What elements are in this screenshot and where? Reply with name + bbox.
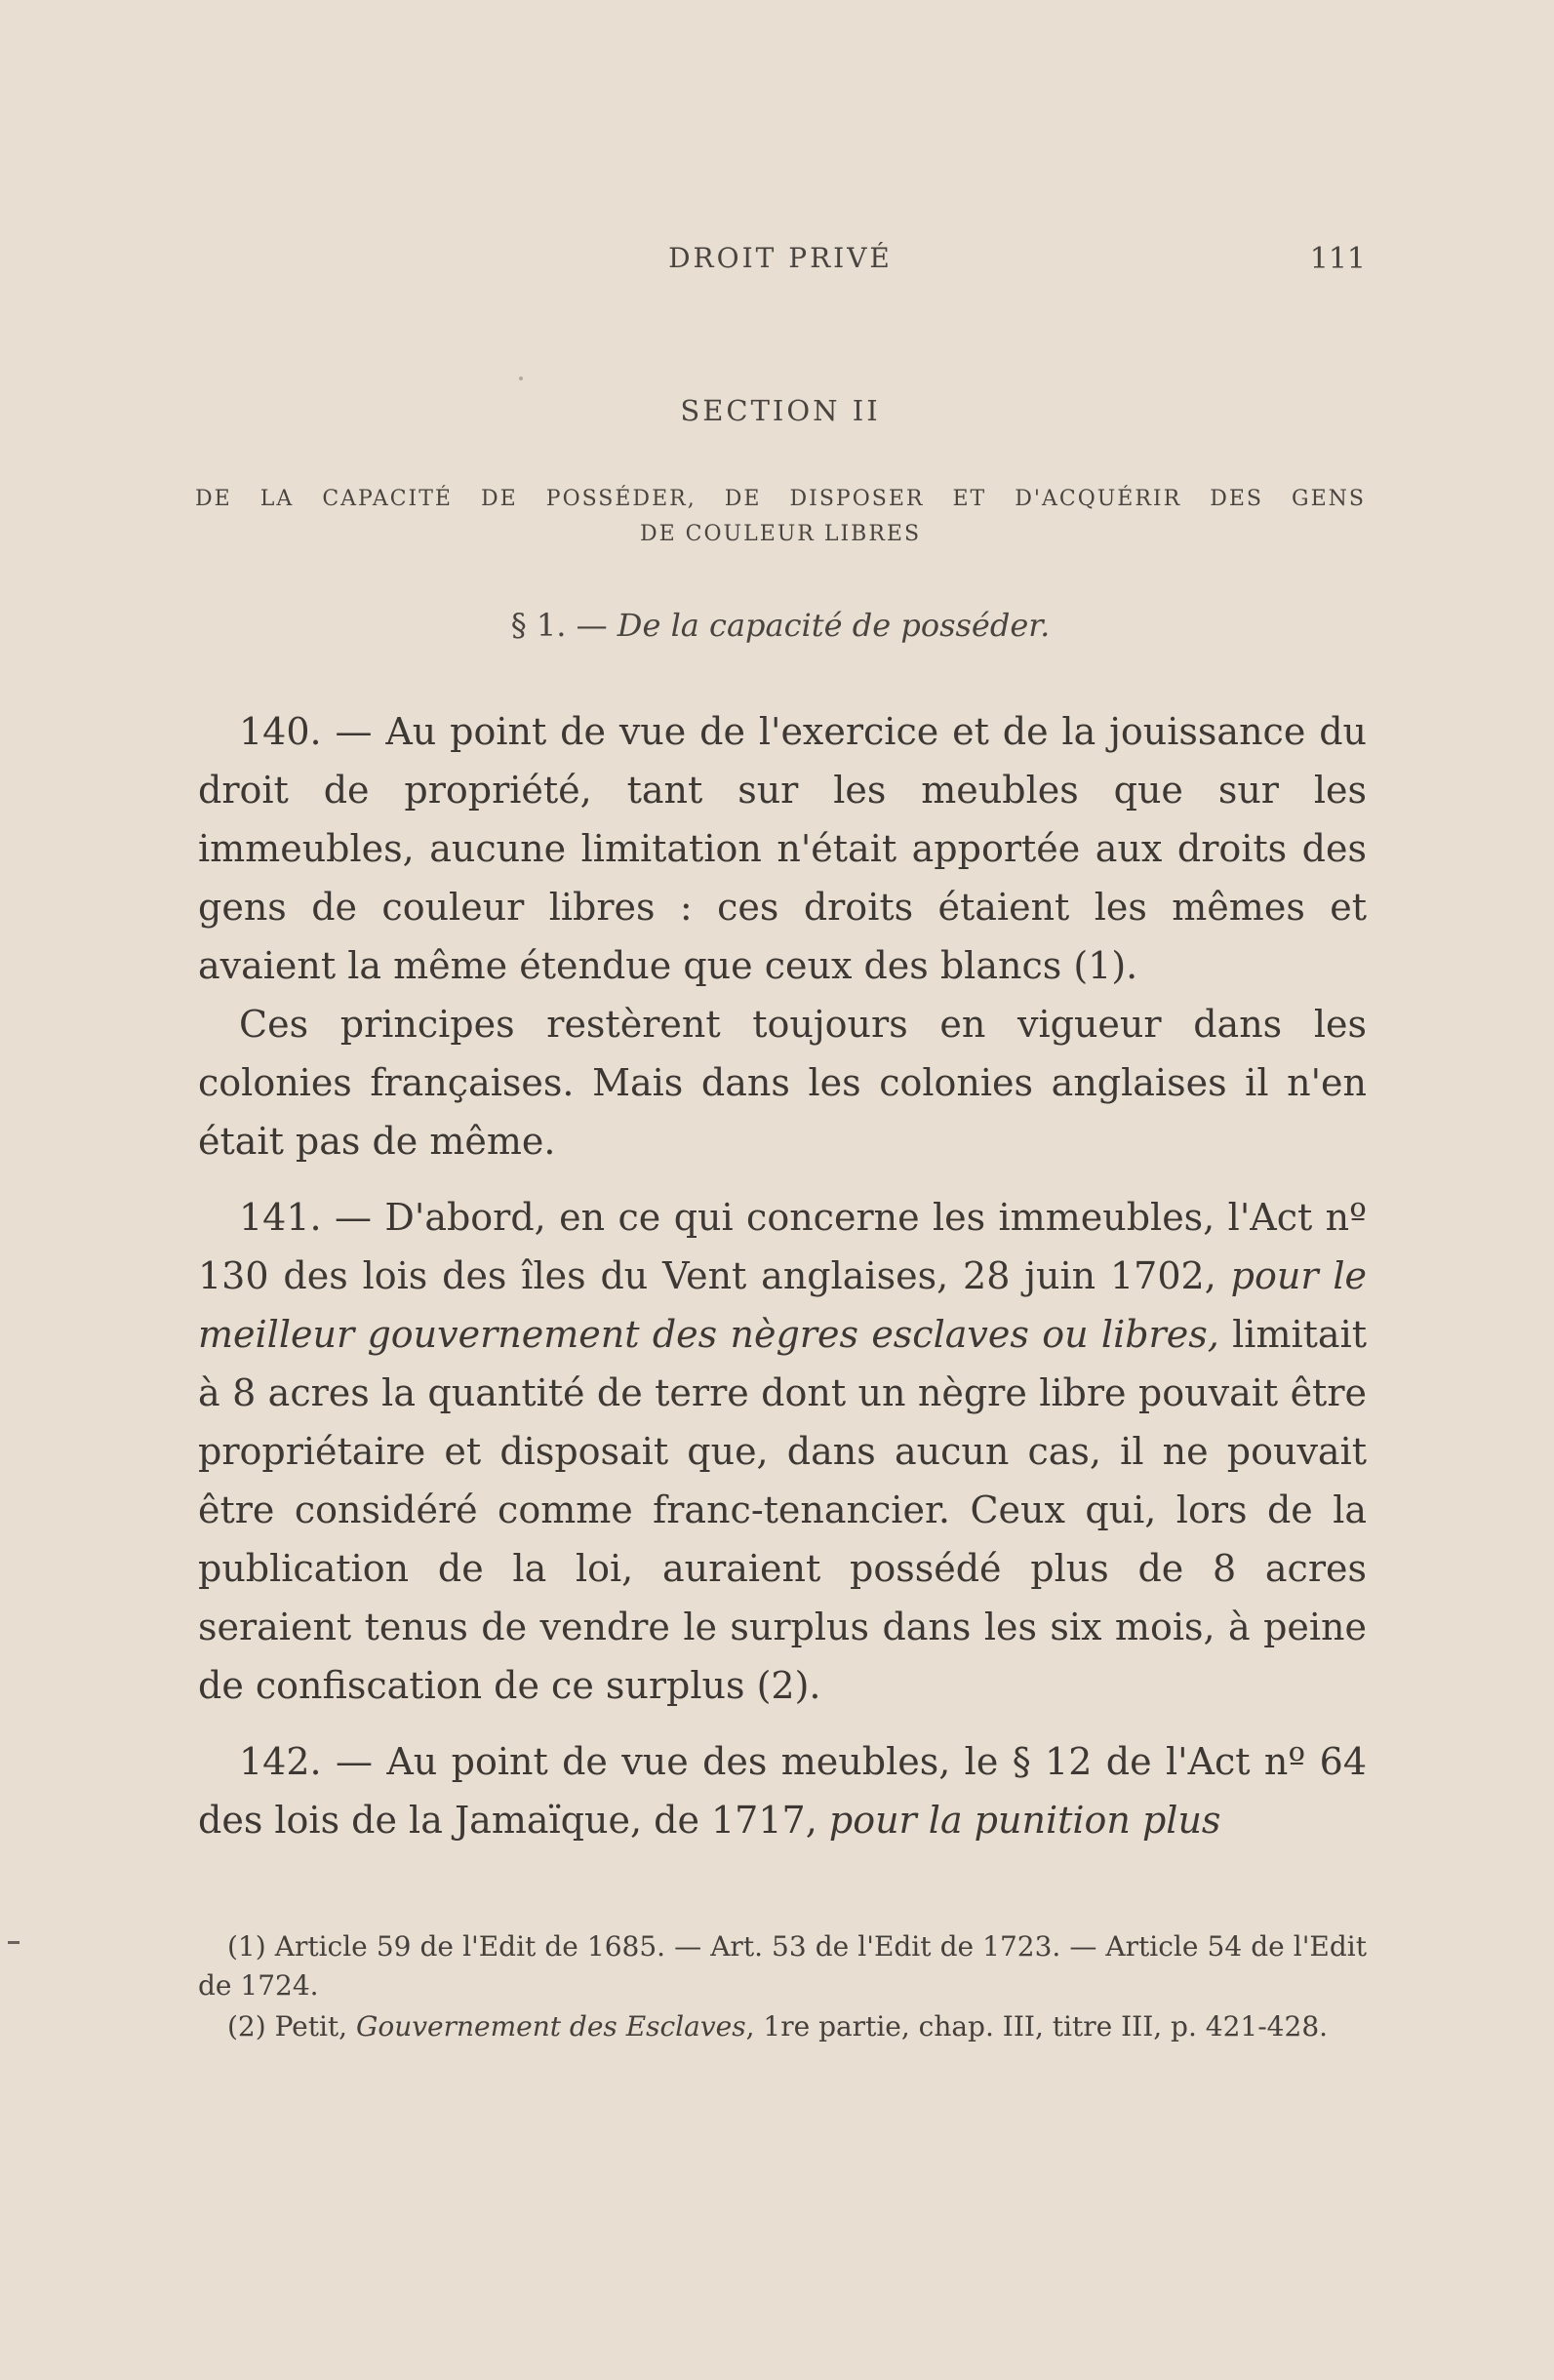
footnotes: [198, 1927, 1367, 2048]
running-title: DROIT PRIVÉ: [668, 242, 893, 274]
footnote-1: (1) Article 59 de l'Edit de 1685. — Art. 53 de l'Edit de 1723. — Article 54 de l'Edit de 1724.: [198, 1930, 1367, 2002]
footnote-2-text-a: (2) Petit,: [227, 2010, 356, 2043]
section-subtitle-line-2: DE COULEUR LIBRES: [639, 522, 922, 546]
footnote-2-italic: Gouvernement des Esclaves: [355, 2010, 746, 2043]
section-subtitle: [195, 482, 1366, 552]
section-subtitle-line-1: DE LA CAPACITÉ DE POSSÉDER, DE DISPOSER ET D'ACQUÉRIR DES GENS: [195, 487, 1366, 511]
ink-speck: [519, 377, 523, 380]
footnote-2: [198, 2007, 1367, 2046]
paragraph-heading: [195, 607, 1366, 644]
body-text: [198, 702, 1367, 1849]
paragraph-heading-prefix: § 1. —: [510, 607, 618, 644]
paragraph-140-continued: Ces principes restèrent toujours en vigueur dans les colonies françaises. Mais dans les colonies anglaises il n'en était pas de même.: [198, 1003, 1367, 1163]
section-title: SECTION II: [680, 394, 881, 427]
paragraph-142: [198, 1732, 1367, 1849]
paragraph-141-italic: pour le meilleur gouvernement des nègres esclaves ou libres,: [198, 1254, 1367, 1356]
running-head: [195, 242, 1366, 285]
page-number: 111: [1309, 242, 1366, 276]
paragraph-141-text-a: 141. — D'abord, en ce qui concerne les immeubles, l'Act nº 130 des lois des îles du Vent anglaises, 28 juin 1702,: [198, 1196, 1367, 1297]
paragraph-142-text-a: 142. — Au point de vue des meubles, le § 12 de l'Act nº 64 des lois de la Jamaïque, de 1717,: [198, 1740, 1367, 1842]
paragraph-141-text-b: limitait à 8 acres la quantité de terre dont un nègre libre pouvait être propriétaire et disposait que, dans aucun cas, il ne pouvait être considéré comme franc-tenancier. Ceux qui, lors de la publication de la loi, auraient possédé plus de 8 acres seraient tenus de vendre le surplus dans les six mois, à peine de confiscation de ce surplus (2).: [198, 1313, 1367, 1707]
paragraph-141: [198, 1188, 1367, 1715]
margin-mark: [8, 1941, 20, 1944]
footnote-2-text-b: , 1re partie, chap. III, titre III, p. 421-428.: [745, 2010, 1329, 2043]
paragraph-140: 140. — Au point de vue de l'exercice et de la jouissance du droit de propriété, tant sur les meubles que sur les immeubles, aucune limitation n'était apportée aux droits des gens de couleur libres : ces droits étaient les mêmes et avaient la même étendue que ceux des blancs (1).: [198, 710, 1367, 987]
paragraph-heading-title: De la capacité de posséder.: [617, 607, 1051, 644]
paragraph-142-italic: pour la punition plus: [828, 1799, 1221, 1842]
